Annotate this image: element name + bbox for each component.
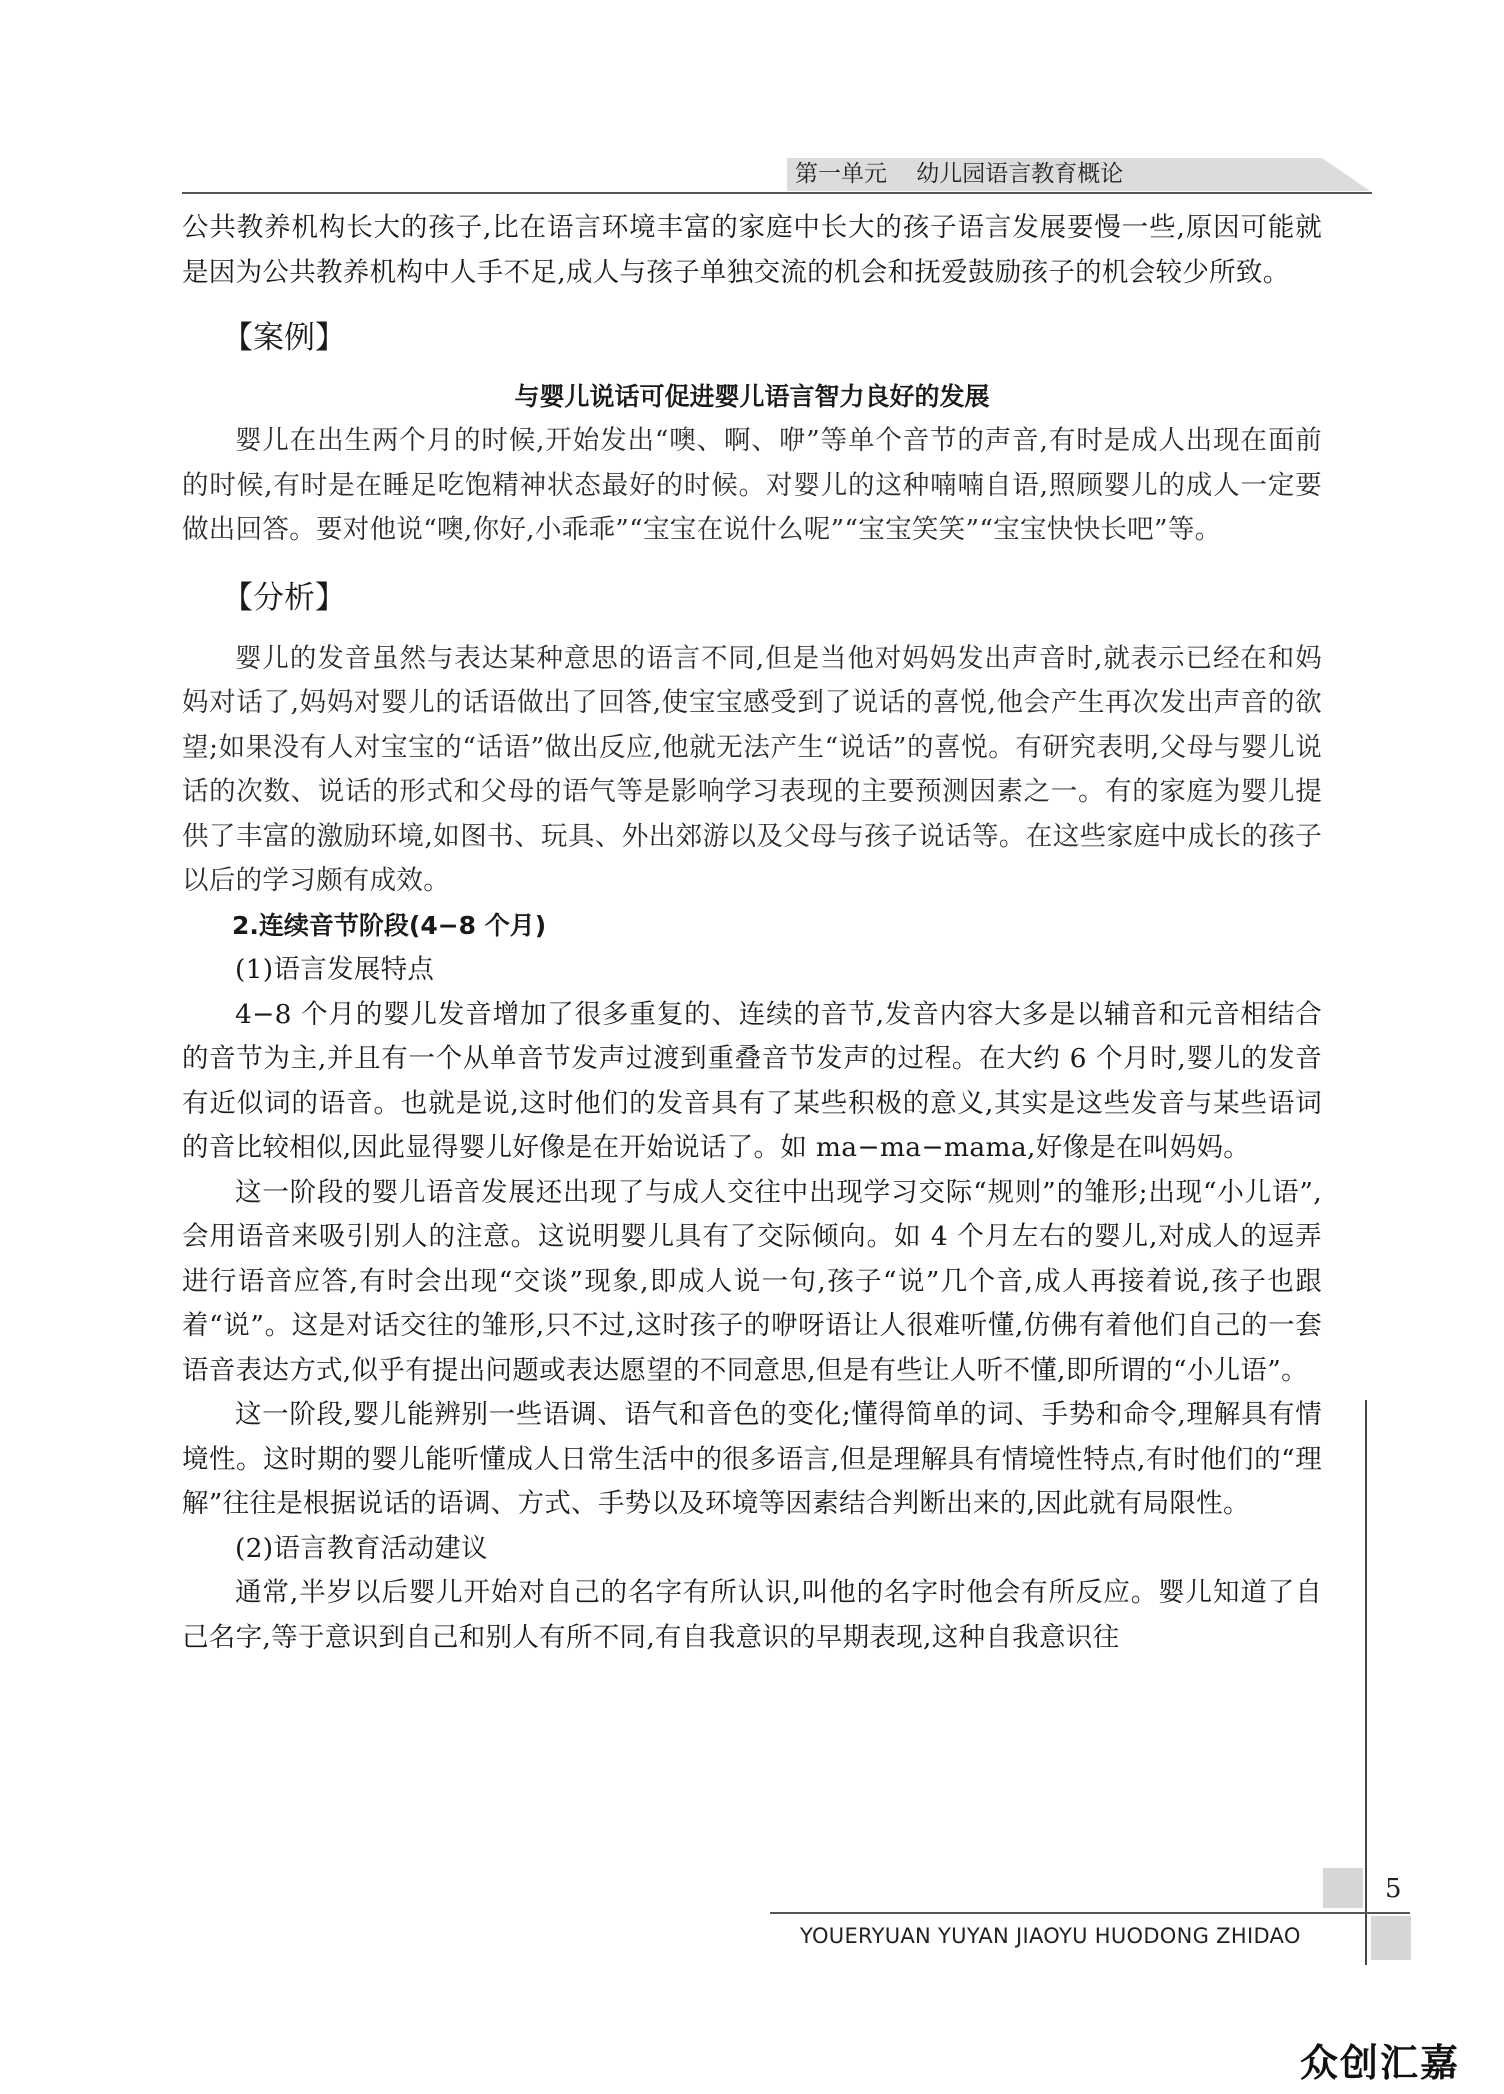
header-title: 幼儿园语言教育概论 — [916, 161, 1124, 187]
watermark-logo: 众创汇嘉 — [1300, 2041, 1461, 2085]
body-paragraph-2: 这一阶段的婴儿语音发展还出现了与成人交往中出现学习交际“规则”的雏形;出现“小儿语”,会用语音来吸引别人的注意。这说明婴儿具有了交际倾向。如 4 个月左右的婴儿,对成人的逗弄进行语音应答,有时会出现“交谈”现象,即成人说一句,孩子“说”几个音,成人再接着说,孩子也跟着“说”。这是对话交往的雏形,只不过,这时孩子的咿呀语让人很难听懂,仿佛有着他们自己的一套语音表达方式,似乎有提出问题或表达愿望的不同意思,但是有些让人听不懂,即所谓的“小儿语”。 — [182, 1176, 1322, 1386]
footer-rule — [770, 1912, 1410, 1914]
body-paragraph-1: 4−8 个月的婴儿发音增加了很多重复的、连续的音节,发音内容大多是以辅音和元音相结合的音节为主,并且有一个从单音节发声过渡到重叠音节发声的过程。在大约 6 个月时,婴儿的发音有近似词的语音。也就是说,这时他们的发音具有了某些积极的意义,其实是这些发音与某些语词的音比较相似,因此显得婴儿好像是在开始说话了。如 ma−ma−mama,好像是在叫妈妈。 — [182, 998, 1322, 1163]
corner-square-top — [1323, 1868, 1363, 1908]
intro-paragraph: 公共教养机构长大的孩子,比在语言环境丰富的家庭中长大的孩子语言发展要慢一些,原因可能就是因为公共教养机构中人手不足,成人与孩子单独交流的机会和抚爱鼓励孩子的机会较少所致。 — [182, 212, 1322, 288]
footer-title: YOUERYUAN YUYAN JIAOYU HUODONG ZHIDAO — [800, 1924, 1301, 1948]
corner-square-bottom — [1371, 1916, 1411, 1960]
case-body: 婴儿在出生两个月的时候,开始发出“噢、啊、咿”等单个音节的声音,有时是成人出现在面前的时候,有时是在睡足吃饱精神状态最好的时候。对婴儿的这种喃喃自语,照顾婴儿的成人一定要做出回答。要对他说“噢,你好,小乖乖”“宝宝在说什么呢”“宝宝笑笑”“宝宝快快长吧”等。 — [182, 425, 1322, 545]
running-header — [795, 158, 1123, 191]
header-unit: 第一单元 — [795, 161, 887, 187]
header-rule — [182, 192, 1372, 194]
page-content — [182, 206, 1322, 1660]
analysis-body: 婴儿的发音虽然与表达某种意思的语言不同,但是当他对妈妈发出声音时,就表示已经在和妈妈对话了,妈妈对婴儿的话语做出了回答,使宝宝感受到了说话的喜悦,他会产生再次发出声音的欲望;如果没有人对宝宝的“话语”做出反应,他就无法产生“说话”的喜悦。有研究表明,父母与婴儿说话的次数、说话的形式和父母的语气等是影响学习表现的主要预测因素之一。有的家庭为婴儿提供了丰富的激励环境,如图书、玩具、外出郊游以及父母与孩子说话等。在这些家庭中成长的孩子以后的学习颇有成效。 — [182, 642, 1322, 896]
page-number: 5 — [1385, 1874, 1402, 1904]
body-paragraph-3: 这一阶段,婴儿能辨别一些语调、语气和音色的变化;懂得简单的词、手势和命令,理解具有情境性。这时期的婴儿能听懂成人日常生活中的很多语言,但是理解具有情境性特点,有时他们的“理解”往往是根据说话的语调、方式、手势以及环境等因素结合判断出来的,因此就有局限性。 — [182, 1399, 1322, 1519]
header-band-tip — [1322, 158, 1370, 191]
analysis-heading: 【分析】 — [222, 579, 346, 616]
subsection-title-1: (1)语言发展特点 — [235, 954, 435, 985]
case-heading: 【案例】 — [222, 320, 346, 356]
margin-vertical-rule — [1365, 1400, 1367, 1965]
case-title: 与婴儿说话可促进婴儿语言智力良好的发展 — [514, 382, 990, 411]
section-title: 2.连续音节阶段(4−8 个月) — [232, 910, 547, 940]
subsection-title-2: (2)语言教育活动建议 — [235, 1532, 488, 1564]
body-paragraph-4: 通常,半岁以后婴儿开始对自己的名字有所认识,叫他的名字时他会有所反应。婴儿知道了自己名字,等于意识到自己和别人有所不同,有自我意识的早期表现,这种自我意识往 — [182, 1577, 1322, 1653]
